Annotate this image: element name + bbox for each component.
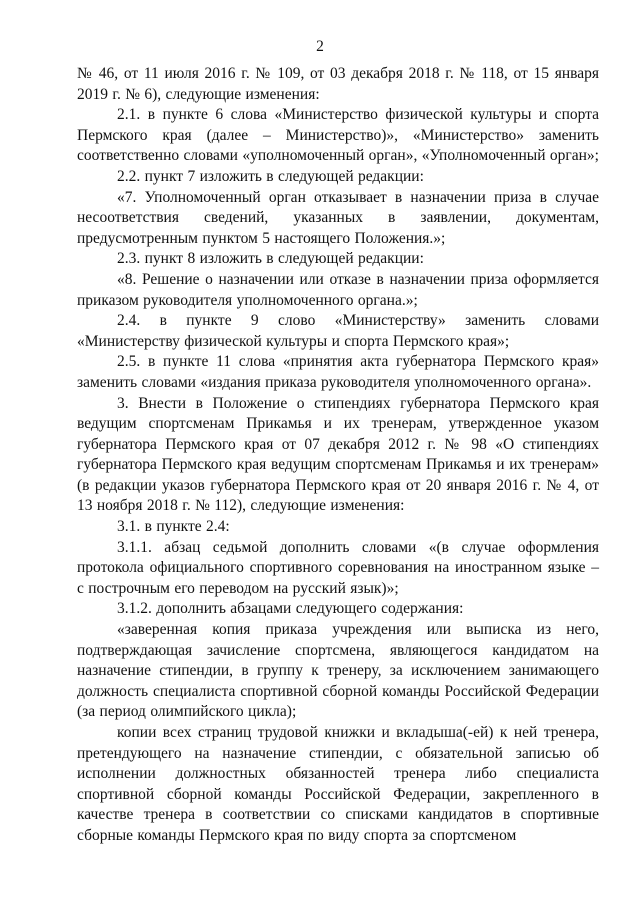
paragraph-2-5: 2.5. в пункте 11 слова «принятия акта губернатора Пермского края» заменить словами «издания приказа руководителя уполномоченного органа». [77,353,599,391]
paragraph-3: 3. Внести в Положение о стипендиях губернатора Пермского края ведущим спортсменам Прикамья и их тренерам, утвержденное указом губернатора Пермского края от 07 декабря 2012 г. № 98 «О стипендиях губернатора Пермского края ведущим спортсменам Прикамья и их тренерам» (в редакции указов губернатора Пермского края от 20 января 2016 г. № 4, от 13 ноября 2018 г. № 112), следующие изменения: [77,394,599,515]
paragraph-quote-7: «7. Уполномоченный орган отказывает в назначении приза в случае несоответствия сведений, указанных в заявлении, документам, предусмотренным пунктом 5 настоящего Положения.»; [77,188,599,247]
paragraph-3-1-2: 3.1.2. дополнить абзацами следующего содержания: [117,600,464,618]
paragraph-2-3: 2.3. пункт 8 изложить в следующей редакции: [117,250,424,268]
paragraph-workbook-copies: копии всех страниц трудовой книжки и вкладыша(-ей) к ней тренера, претендующего на назначение стипендии, с обязательной записью об исполнении должностных обязанностей тренера либо специалиста спортивной сборной команды Российской Федерации, закрепленного в качестве тренера в соответствии со списками кандидатов в спортивные сборные команды Пермского края по виду спорта за спортсменом [77,724,599,844]
paragraph-2-2: 2.2. пункт 7 изложить в следующей редакции: [117,167,424,185]
paragraph-3-1-1: 3.1.1. абзац седьмой дополнить словами «(в случае оформления протокола официального спортивного соревнования на иностранном языке – с построчным его переводом на русский язык)»; [77,538,599,597]
document-body [77,64,599,847]
paragraph-quote-8: «8. Решение о назначении или отказе в назначении приза оформляется приказом руководителя уполномоченного органа.»; [77,270,599,309]
page-number: 2 [316,38,324,55]
paragraph-2-1: 2.1. в пункте 6 слова «Министерство физической культуры и спорта Пермского края (далее – Министерство)», «Министерство» заменить соответственно словами «уполномоченный орган», «Уполномоченный орган»; [77,106,599,165]
paragraph-certified-copy: «заверенная копия приказа учреждения или выписка из него, подтверждающая зачисление спортсмена, являющегося кандидатом на назначение стипендии, в группу к тренеру, за исключением занимающего должность специалиста спортивной сборной команды Российской Федерации (за период олимпийского цикла); [77,621,599,721]
paragraph-3-1: 3.1. в пункте 2.4: [117,518,230,536]
paragraph-2-4: 2.4. в пункте 9 слово «Министерству» заменить словами «Министерству физической культуры и спорта Пермского края»; [77,312,599,350]
paragraph-continuation: № 46, от 11 июля 2016 г. № 109, от 03 декабря 2018 г. № 118, от 15 января 2019 г. № 6), следующие изменения: [77,65,599,103]
